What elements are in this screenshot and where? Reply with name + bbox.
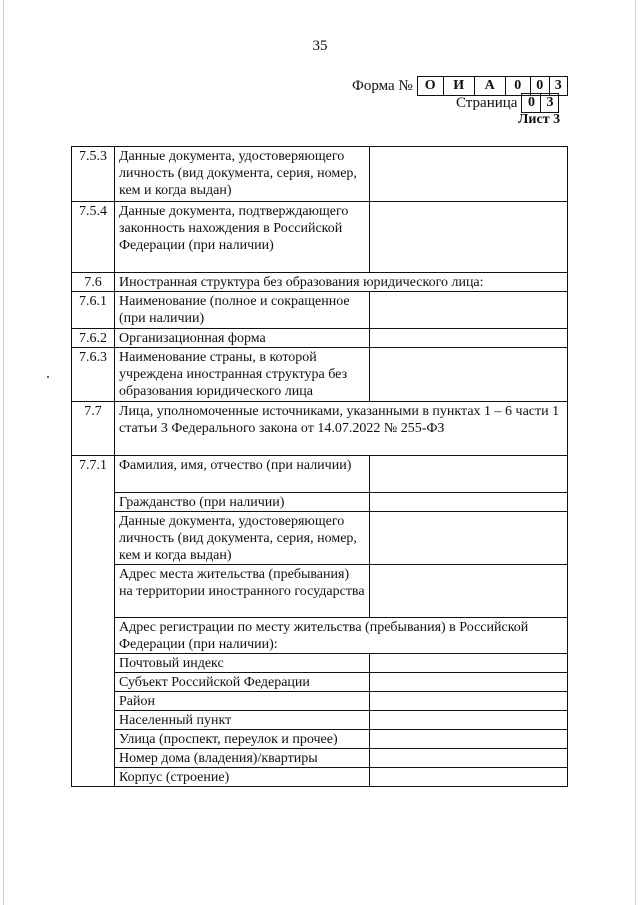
table-row: [72, 292, 568, 329]
row-label: Организационная форма: [115, 329, 370, 348]
page-code-cell: 0: [522, 93, 541, 113]
form-code-cell: 0: [531, 76, 550, 96]
value-cell[interactable]: [370, 456, 568, 493]
table-row: [72, 768, 568, 787]
value-cell[interactable]: [370, 348, 568, 402]
value-cell[interactable]: [370, 692, 568, 711]
row-number: 7.5.3: [72, 147, 115, 202]
row-label: Район: [115, 692, 370, 711]
row-label: Фамилия, имя, отчество (при наличии): [115, 456, 370, 493]
value-cell[interactable]: [370, 292, 568, 329]
table-row: [72, 273, 568, 292]
table-row: [72, 456, 568, 493]
value-cell[interactable]: [370, 147, 568, 202]
table-row: [72, 749, 568, 768]
value-cell[interactable]: [370, 329, 568, 348]
table-row: [72, 618, 568, 654]
value-cell[interactable]: [370, 512, 568, 565]
row-label: Данные документа, удостоверяющего личность (вид документа, серия, номер, кем и когда выдан): [115, 512, 370, 565]
table-row: [72, 673, 568, 692]
value-cell[interactable]: [370, 730, 568, 749]
value-cell[interactable]: [370, 565, 568, 618]
value-cell[interactable]: [370, 493, 568, 512]
page-code-cells: [521, 93, 559, 113]
form-code-cell: И: [444, 76, 475, 96]
row-number: 7.5.4: [72, 202, 115, 273]
form-code-cell: А: [475, 76, 506, 96]
row-number: 7.7: [72, 402, 115, 456]
section-heading: Иностранная структура без образования юридического лица:: [115, 273, 568, 292]
table-row: [72, 711, 568, 730]
value-cell[interactable]: [370, 673, 568, 692]
page-edge: [3, 0, 4, 905]
table-row: [72, 692, 568, 711]
form-number-label: Форма №: [352, 77, 413, 94]
value-cell[interactable]: [370, 768, 568, 787]
table-row: [72, 512, 568, 565]
value-cell[interactable]: [370, 202, 568, 273]
form-table: [71, 146, 568, 787]
row-label: Гражданство (при наличии): [115, 493, 370, 512]
table-row: [72, 730, 568, 749]
value-cell[interactable]: [370, 749, 568, 768]
row-label: Улица (проспект, переулок и прочее): [115, 730, 370, 749]
page-code-cell: 3: [541, 93, 559, 113]
scan-speck: [47, 376, 49, 378]
page-code-label: Страница: [456, 94, 518, 111]
section-heading: Лица, уполномоченные источниками, указанными в пунктах 1 – 6 части 1 статьи 3 Федерального закона от 14.07.2022 № 255-ФЗ: [115, 402, 568, 456]
row-number: 7.6: [72, 273, 115, 292]
row-label: Адрес места жительства (пребывания) на территории иностранного государства: [115, 565, 370, 618]
value-cell[interactable]: [370, 711, 568, 730]
sheet-label: Лист 3: [518, 112, 561, 127]
table-row: [72, 654, 568, 673]
row-label: Почтовый индекс: [115, 654, 370, 673]
row-label: Номер дома (владения)/квартиры: [115, 749, 370, 768]
page-edge: [635, 0, 636, 905]
table-row: [72, 348, 568, 402]
table-row: [72, 565, 568, 618]
row-number: 7.6.1: [72, 292, 115, 329]
row-number: 7.7.1: [72, 456, 115, 787]
page-number: 35: [312, 38, 328, 54]
section-heading: Адрес регистрации по месту жительства (пребывания) в Российской Федерации (при наличии):: [115, 618, 568, 654]
row-label: Корпус (строение): [115, 768, 370, 787]
value-cell[interactable]: [370, 654, 568, 673]
row-label: Наименование страны, в которой учреждена иностранная структура без образования юридического лица: [115, 348, 370, 402]
table-row: [72, 493, 568, 512]
form-code-cell: 3: [550, 76, 568, 96]
table-row: [72, 202, 568, 273]
row-label: Субъект Российской Федерации: [115, 673, 370, 692]
row-number: 7.6.2: [72, 329, 115, 348]
table-row: [72, 147, 568, 202]
table-row: [72, 402, 568, 456]
row-label: Населенный пункт: [115, 711, 370, 730]
page-code-row: [456, 94, 559, 112]
row-number: 7.6.3: [72, 348, 115, 402]
row-label: Наименование (полное и сокращенное (при наличии): [115, 292, 370, 329]
table-row: [72, 329, 568, 348]
form-code-cell: 0: [506, 76, 531, 96]
form-code-cell: О: [418, 76, 444, 96]
row-label: Данные документа, удостоверяющего личность (вид документа, серия, номер, кем и когда выдан): [115, 147, 370, 202]
row-label: Данные документа, подтверждающего законность нахождения в Российской Федерации (при наличии): [115, 202, 370, 273]
